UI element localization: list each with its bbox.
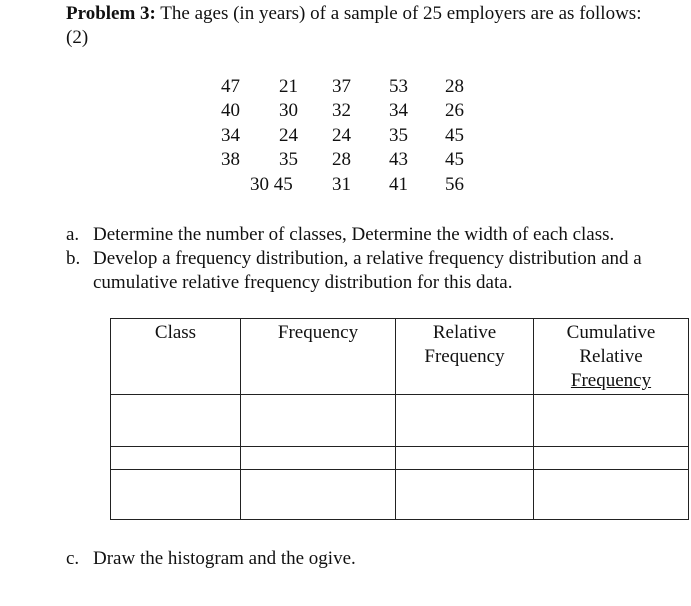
age-value: 30: [279, 100, 298, 121]
table-row: [111, 470, 689, 520]
age-value: 21: [279, 76, 298, 97]
table-cell[interactable]: [241, 447, 396, 470]
table-cell[interactable]: [111, 447, 241, 470]
table-cell[interactable]: [534, 395, 689, 447]
age-value: 41: [389, 174, 408, 195]
table-cell[interactable]: [534, 447, 689, 470]
problem-statement: [66, 2, 666, 50]
frequency-table: [110, 318, 689, 520]
question-marker: c.: [66, 548, 80, 569]
table-row: [111, 447, 689, 470]
age-value: 35: [389, 125, 408, 146]
table-header-row: [111, 319, 689, 395]
age-value: 31: [332, 174, 351, 195]
age-value: 24: [332, 125, 351, 146]
cumulative-relative-frequency-header: Cumulative Relative Frequency: [534, 319, 689, 395]
age-value: 45: [445, 149, 464, 170]
table-cell[interactable]: [111, 395, 241, 447]
age-value: 53: [389, 76, 408, 97]
age-value: 30 45: [250, 174, 293, 195]
table-cell[interactable]: [534, 470, 689, 520]
age-value: 26: [445, 100, 464, 121]
age-value: 34: [389, 100, 408, 121]
age-value: 28: [332, 149, 351, 170]
age-value: 47: [221, 76, 240, 97]
age-value: 40: [221, 100, 240, 121]
class-header: Class: [111, 319, 241, 395]
table-cell[interactable]: [396, 470, 534, 520]
table-row: [111, 395, 689, 447]
table-cell[interactable]: [396, 395, 534, 447]
problem-number: Problem 3:: [66, 3, 156, 24]
frequency-header: Frequency: [241, 319, 396, 395]
age-value: 32: [332, 100, 351, 121]
table-cell[interactable]: [241, 470, 396, 520]
question-text: Determine the number of classes, Determine the width of each class.: [93, 224, 615, 245]
question-text: Develop a frequency distribution, a relative frequency distribution and a cumulative relative frequency distribution for this data.: [93, 248, 642, 293]
age-value: 35: [279, 149, 298, 170]
age-value: 56: [445, 174, 464, 195]
age-value: 38: [221, 149, 240, 170]
age-value: 45: [445, 125, 464, 146]
problem-text: The ages (in years) of a sample of 25 employers are as follows: (2): [66, 3, 642, 48]
age-value: 34: [221, 125, 240, 146]
age-value: 43: [389, 149, 408, 170]
age-value: 24: [279, 125, 298, 146]
question-marker: a.: [66, 224, 80, 245]
table-cell[interactable]: [396, 447, 534, 470]
table-cell[interactable]: [111, 470, 241, 520]
table-cell[interactable]: [241, 395, 396, 447]
question-marker: b.: [66, 248, 81, 269]
age-value: 28: [445, 76, 464, 97]
relative-frequency-header: Relative Frequency: [396, 319, 534, 395]
question-text: Draw the histogram and the ogive.: [93, 548, 356, 569]
age-value: 37: [332, 76, 351, 97]
